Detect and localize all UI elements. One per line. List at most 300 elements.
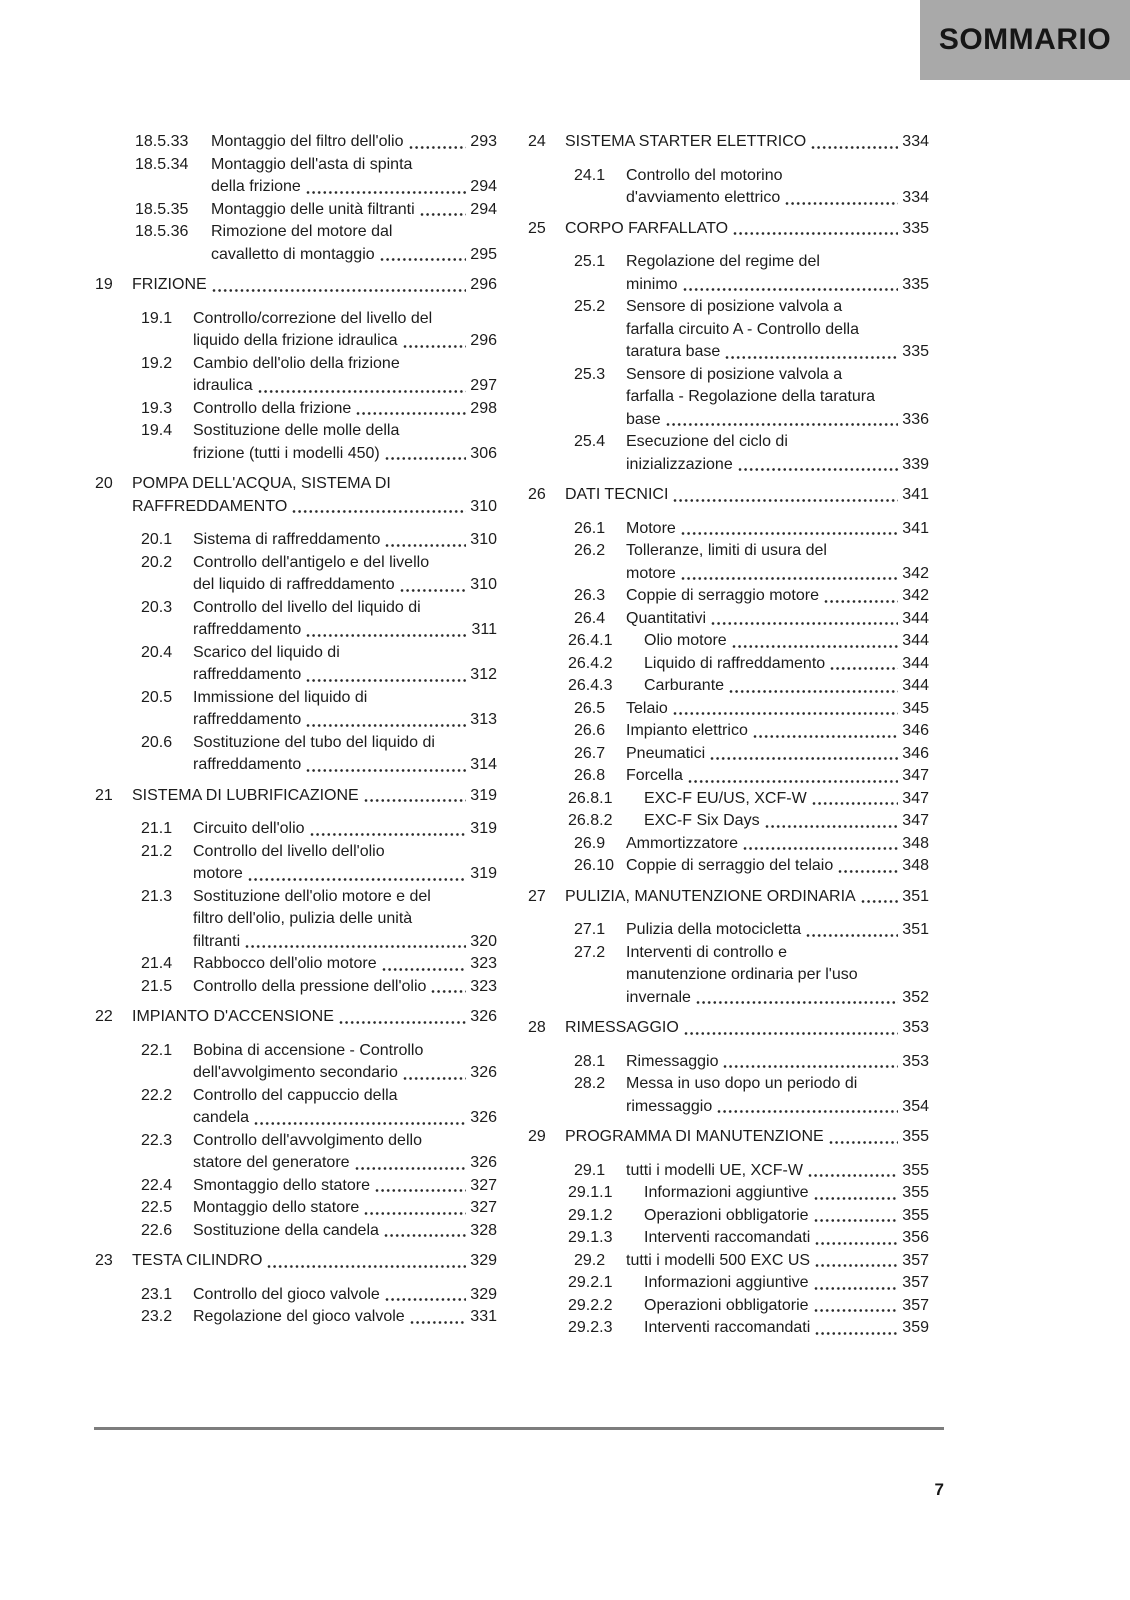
toc-entry-page: 344 [902,609,929,627]
toc-entry-page: 347 [902,812,929,829]
toc-entry-lastline [565,218,929,241]
toc-entry-text: Smontaggio dello statore [193,1176,370,1194]
toc-entry-lastline [626,563,929,586]
toc-entry [95,818,497,841]
toc-leader-dots [403,344,467,349]
toc-leader-dots [815,1331,898,1336]
toc-entry-page: 352 [902,988,929,1006]
toc-entry-lastline [644,1317,929,1340]
toc-entry-lastline [193,931,497,954]
toc-entry-lastline [626,919,929,942]
toc-entry-page: 329 [470,1252,497,1269]
toc-entry-text: taratura base [626,343,721,360]
toc-leader-dots [725,355,898,360]
toc-entry-lastline [626,743,929,766]
toc-column-left [95,131,497,1329]
toc-entry [95,1040,497,1085]
toc-entry [528,833,929,856]
toc-leader-dots [743,846,898,851]
toc-entry-lastline [193,574,497,597]
toc-entry-text: raffreddamento [193,666,302,683]
toc-leader-dots [815,1263,898,1268]
toc-entry-text: Controllo del motorino [626,166,783,184]
toc-leader-dots [711,621,898,626]
toc-entry [528,165,929,210]
toc-entry [95,529,497,552]
toc-entry [95,597,497,642]
toc-entry-number: 25.2 [574,298,606,315]
toc-entry-body [626,1051,929,1074]
toc-entry-lastline [644,1182,929,1205]
toc-entry-lastline [626,274,929,297]
toc-entry-page: 348 [902,857,929,874]
toc-entry-text: CORPO FARFALLATO [565,219,729,237]
toc-entry-page: 351 [902,887,929,905]
toc-leader-dots [364,1211,466,1216]
toc-entry-lastline [626,608,929,631]
toc-entry-number: 24 [528,133,546,150]
toc-leader-dots [248,877,467,882]
toc-entry [528,1073,929,1118]
toc-entry-text: SISTEMA DI LUBRIFICAZIONE [132,786,359,804]
toc-entry-number: 26.8.1 [568,789,613,807]
toc-entry-body [644,675,929,698]
toc-leader-dots [431,989,466,994]
toc-entry-page: 341 [902,519,929,537]
toc-entry-page: 355 [902,1128,929,1145]
toc-entry-text: Liquido di raffreddamento [644,654,826,672]
toc-leader-dots [306,768,466,773]
toc-entry-lastline [565,886,929,909]
toc-entry-body [626,942,929,1010]
toc-entry-number: 26.10 [574,857,615,874]
toc-leader-dots [292,509,466,514]
toc-entry-number: 26.1 [574,519,606,537]
toc-entry [95,1175,497,1198]
toc-entry-lastline [565,131,929,154]
toc-entry-body [193,308,497,353]
toc-entry-number: 21.4 [141,955,173,972]
toc-entry-number: 25.3 [574,365,606,383]
toc-entry-text: manutenzione ordinaria per l'uso [626,966,858,983]
toc-entry [95,552,497,597]
toc-entry [528,296,929,364]
toc-entry-lastline [644,630,929,653]
toc-entry-number: 25.4 [574,433,606,450]
toc-entry-body [644,1205,929,1228]
toc-leader-dots [829,1140,899,1145]
toc-leader-dots [830,666,898,671]
toc-entry-text: Esecuzione del ciclo di [626,433,788,450]
toc-entry-page: 346 [902,722,929,739]
toc-chapter-entry [528,131,929,154]
toc-entry-text: Controllo dell'antigelo e del livello [193,553,430,571]
toc-entry-number: 21.5 [141,977,173,995]
toc-entry-page: 327 [470,1199,497,1216]
toc-leader-dots [410,1320,467,1325]
toc-leader-dots [717,1109,898,1114]
toc-entry-text: Pneumatici [626,744,706,762]
toc-entry-text: Rimozione del motore dal [211,223,393,240]
toc-entry-body [644,1182,929,1205]
toc-entry-page: 313 [470,711,497,728]
toc-leader-dots [258,389,467,394]
toc-entry-body [644,653,929,676]
toc-entry-body [626,720,929,743]
toc-entry [528,1295,929,1318]
toc-leader-dots [364,798,467,803]
toc-entry-lastline [193,953,497,976]
toc-entry-text: cavalletto di montaggio [211,245,375,263]
toc-entry-number: 23 [95,1252,113,1269]
toc-entry-text: Controllo del livello del liquido di [193,598,421,616]
toc-entry-text: motore [626,564,676,582]
toc-entry-page: 298 [470,399,497,417]
toc-entry-number: 22.3 [141,1131,173,1149]
toc-entry-text: Impianto elettrico [626,722,748,739]
toc-entry-lastline [644,788,929,811]
toc-leader-dots [306,190,466,195]
toc-entry [528,653,929,676]
toc-entry-text: Sensore di posizione valvola a [626,298,843,315]
toc-entry-page: 323 [470,955,497,972]
toc-entry-page: 355 [902,1184,929,1201]
toc-entry [528,698,929,721]
toc-entry-body [193,1130,497,1175]
toc-entry-body [644,788,929,811]
toc-entry [528,431,929,476]
toc-entry-page: 334 [902,133,929,150]
toc-entry-page: 342 [902,587,929,604]
toc-entry-page: 326 [470,1154,497,1171]
toc-entry-text: SISTEMA STARTER ELETTRICO [565,133,807,150]
toc-entry [528,251,929,296]
toc-entry-number: 25 [528,219,546,237]
toc-entry-text: rimessaggio [626,1097,713,1115]
toc-entry-text: statore del generatore [193,1154,350,1171]
toc-entry-body [193,1040,497,1085]
toc-leader-dots [375,1188,466,1193]
toc-entry-lastline [193,330,497,353]
toc-entry-page: 297 [470,377,497,394]
toc-chapter-entry [528,484,929,507]
toc-entry-text: farfalla circuito A - Controllo della [626,320,859,338]
toc-entry-number: 20.1 [141,531,173,548]
toc-leader-dots [753,734,898,739]
toc-leader-dots [409,145,467,150]
toc-leader-dots [245,944,466,949]
toc-entry-text: minimo [626,275,678,293]
toc-entry-body [193,732,497,777]
toc-entry-text: Controllo del livello dell'olio [193,842,385,860]
toc-entry [95,732,497,777]
toc-entry-number: 26.4.2 [568,654,613,672]
toc-entry-page: 345 [902,699,929,717]
toc-entry-lastline [565,484,929,507]
toc-entry-text: Sostituzione della candela [193,1221,379,1239]
toc-chapter-entry [528,1017,929,1040]
toc-entry-lastline [626,187,929,210]
toc-leader-dots [814,1286,899,1291]
toc-entry-text: raffreddamento [193,711,302,728]
toc-entry-lastline [193,1197,497,1220]
toc-chapter-entry [528,1126,929,1149]
toc-entry [95,221,497,266]
toc-entry-number: 19 [95,276,113,293]
toc-entry-text: Montaggio dello statore [193,1199,360,1216]
toc-entry-number: 21.1 [141,820,173,837]
toc-entry-body [193,687,497,732]
toc-entry-lastline [132,785,497,808]
toc-entry-number: 18.5.33 [135,133,189,150]
toc-entry-body [626,608,929,631]
toc-entry-number: 22.2 [141,1086,173,1104]
toc-entry-text: RIMESSAGGIO [565,1019,679,1036]
toc-entry [528,364,929,432]
toc-chapter-entry [95,1006,497,1029]
toc-entry-number: 28 [528,1019,546,1036]
toc-entry-text: frizione (tutti i modelli 450) [193,444,380,462]
toc-entry-body [565,1126,929,1149]
toc-entry-number: 26.8 [574,767,606,784]
toc-entry-body [132,473,497,518]
toc-entry-lastline [626,855,929,878]
toc-leader-dots [683,287,899,292]
toc-leader-dots [814,1308,899,1313]
toc-entry [528,855,929,878]
toc-entry-text: EXC-F EU/US, XCF-W [644,789,807,807]
toc-entry-lastline [193,529,497,552]
toc-entry-number: 27.2 [574,943,606,961]
toc-entry [528,743,929,766]
toc-entry-text: Controllo del gioco valvole [193,1285,380,1303]
toc-entry-text: inizializzazione [626,455,733,473]
toc-entry-text: dell'avvolgimento secondario [193,1064,398,1081]
toc-entry-lastline [132,496,497,519]
toc-entry [95,886,497,954]
toc-entry [95,1306,497,1329]
toc-entry-number: 26.9 [574,834,606,852]
toc-entry-number: 23.2 [141,1308,173,1325]
toc-entry-number: 26.5 [574,699,606,717]
toc-leader-dots [355,1166,467,1171]
toc-entry-text: RAFFREDDAMENTO [132,497,288,515]
toc-entry-lastline [193,754,497,777]
toc-entry-page: 296 [470,332,497,349]
toc-entry-lastline [626,720,929,743]
toc-entry-body [193,1220,497,1243]
toc-leader-dots [814,1218,899,1223]
toc-entry-text: Immissione del liquido di [193,688,368,706]
toc-entry-text: tutti i modelli 500 EXC US [626,1251,811,1269]
toc-entry-text: POMPA DELL'ACQUA, SISTEMA DI [132,475,391,492]
toc-entry-text: Informazioni aggiuntive [644,1274,809,1291]
toc-entry-lastline [644,1295,929,1318]
toc-entry-body [626,364,929,432]
toc-entry-text: raffreddamento [193,621,302,638]
toc-entry-body [193,398,497,421]
toc-entry-page: 323 [470,977,497,995]
toc-entry-text: Coppie di serraggio del telaio [626,857,834,874]
toc-entry-number: 29.1 [574,1161,606,1179]
toc-entry-page: 326 [470,1008,497,1025]
toc-entry-page: 354 [902,1097,929,1115]
toc-entry-body [211,199,497,222]
toc-entry-text: Scarico del liquido di [193,643,340,661]
toc-entry-lastline [193,375,497,398]
toc-leader-dots [385,456,467,461]
toc-entry-body [626,585,929,608]
toc-entry-page: 327 [470,1176,497,1194]
toc-entry-lastline [626,1160,929,1183]
toc-entry-text: Rimessaggio [626,1052,719,1070]
toc-entry-number: 26.4.3 [568,677,613,694]
toc-entry-body [626,743,929,766]
toc-entry-page: 310 [470,576,497,593]
toc-entry [528,540,929,585]
toc-leader-dots [356,411,466,416]
toc-entry-text: Tolleranze, limiti di usura del [626,542,827,559]
toc-entry-body [132,274,497,297]
toc-entry-number: 26.7 [574,744,606,762]
toc-entry-page: 357 [902,1251,929,1269]
toc-entry-lastline [626,454,929,477]
toc-entry-text: Controllo della frizione [193,399,352,417]
toc-entry-lastline [626,518,929,541]
toc-entry [95,687,497,732]
toc-entry-lastline [193,818,497,841]
toc-entry-number: 26.4 [574,609,606,627]
toc-entry-body [193,597,497,642]
toc-entry-lastline [626,585,929,608]
toc-entry-page: 296 [470,276,497,293]
toc-entry-page: 326 [470,1064,497,1081]
toc-entry-number: 19.1 [141,309,173,327]
toc-entry-text: d'avviamento elettrico [626,189,781,206]
toc-entry-lastline [626,341,929,364]
toc-entry-number: 29.1.3 [568,1229,613,1246]
toc-entry-number: 26.6 [574,722,606,739]
toc-entry-number: 28.1 [574,1052,606,1070]
toc-entry-number: 18.5.35 [135,200,189,218]
toc-entry-page: 335 [902,343,929,360]
toc-entry-body [644,1227,929,1250]
toc-leader-dots [339,1020,466,1025]
toc-leader-dots [688,779,898,784]
toc-entry-text: Sostituzione dell'olio motore e del [193,887,431,905]
toc-entry-number: 20.2 [141,553,173,571]
toc-entry [528,1051,929,1074]
toc-entry-body [193,1175,497,1198]
toc-entry-body [626,431,929,476]
toc-entry-number: 29.2.2 [568,1296,613,1314]
toc-entry-page: 355 [902,1161,929,1179]
toc-leader-dots [666,422,899,427]
toc-leader-dots [306,633,467,638]
toc-entry-text: Montaggio delle unità filtranti [211,200,415,218]
toc-entry-body [644,630,929,653]
toc-entry-body [626,919,929,942]
toc-leader-dots [673,711,898,716]
toc-entry-page: 326 [470,1109,497,1126]
toc-entry-text: candela [193,1109,250,1126]
toc-entry-body [626,540,929,585]
toc-entry-lastline [565,1126,929,1149]
toc-leader-dots [310,832,467,837]
toc-entry [95,199,497,222]
footer-page-number: 7 [934,1480,944,1499]
toc-entry-lastline [644,810,929,833]
toc-entry-page: 335 [902,275,929,293]
toc-entry [528,585,929,608]
toc-leader-dots [806,933,898,938]
toc-leader-dots [812,801,899,806]
toc-entry-lastline [193,1152,497,1175]
toc-entry-lastline [193,1062,497,1085]
toc-chapter-entry [95,785,497,808]
toc-entry-page: 294 [470,200,497,218]
toc-entry-lastline [193,1220,497,1243]
toc-entry-number: 20 [95,475,113,492]
toc-entry-text: Forcella [626,767,683,784]
toc-entry-number: 20.5 [141,688,173,706]
toc-leader-dots [723,1064,898,1069]
toc-entry-lastline [644,675,929,698]
toc-entry [95,953,497,976]
toc-entry-page: 320 [470,932,497,950]
toc-entry-page: 329 [470,1285,497,1303]
toc-entry-body [626,1160,929,1183]
toc-leader-dots [420,212,467,217]
toc-leader-dots [732,644,899,649]
toc-entry-text: filtranti [193,932,241,950]
toc-leader-dots [681,531,899,536]
toc-entry-page: 294 [470,178,497,195]
toc-entry-number: 20.3 [141,598,173,616]
toc-entry-page: 335 [902,219,929,237]
toc-leader-dots [212,288,467,293]
toc-entry-page: 336 [902,410,929,428]
toc-entry-page: 334 [902,189,929,206]
toc-entry [528,765,929,788]
toc-entry-page: 306 [470,444,497,462]
toc-entry [528,942,929,1010]
toc-entry [95,976,497,999]
toc-leader-dots [729,689,898,694]
toc-entry-body [132,1006,497,1029]
toc-entry-text: motore [193,865,243,882]
toc-leader-dots [733,231,898,236]
toc-entry-body [193,841,497,886]
toc-entry-body [644,1295,929,1318]
toc-entry-text: del liquido di raffreddamento [193,576,395,593]
toc-leader-dots [400,588,467,593]
toc-entry-body [626,296,929,364]
toc-entry-text: Coppie di serraggio motore [626,587,819,604]
toc-entry-body [193,1284,497,1307]
toc-entry-body [193,818,497,841]
toc-entry [95,841,497,886]
toc-entry-body [211,154,497,199]
toc-entry-lastline [644,1272,929,1295]
toc-entry-lastline [626,765,929,788]
toc-entry-text: idraulica [193,377,253,394]
toc-entry-body [211,221,497,266]
toc-entry-body [626,1073,929,1118]
toc-entry-page: 357 [902,1296,929,1314]
toc-entry [528,1160,929,1183]
toc-entry-text: Sostituzione delle molle della [193,422,400,439]
